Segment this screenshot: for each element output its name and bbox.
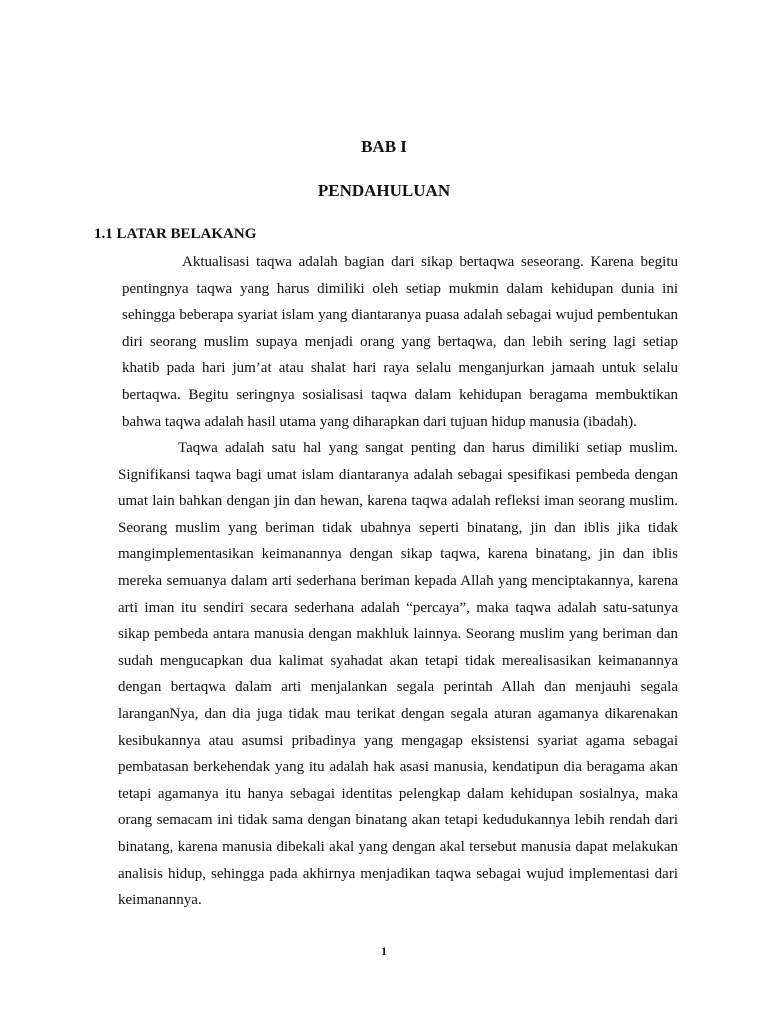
paragraph-1 <box>122 249 678 435</box>
chapter-title: PENDAHULUAN <box>317 181 451 200</box>
paragraph-2 <box>118 435 678 914</box>
section-heading: 1.1 LATAR BELAKANG <box>94 226 257 242</box>
paragraph-1-text: Aktualisasi taqwa adalah bagian dari sikap bertaqwa seseorang. Karena begitu pentingnya taqwa yang harus dimiliki oleh setiap mukmin dalam kehidupan dunia ini sehingga beberapa syariat islam yang diantaranya puasa adalah sebagai wujud pembentukan diri seorang muslim supaya menjadi orang yang bertaqwa, dan lebih sering lagi setiap khatib pada hari jum’at atau shalat hari raya selalu menganjurkan jamaah untuk selalu bertaqwa. Begitu seringnya sosialisasi taqwa dalam kehidupan beragama membuktikan bahwa taqwa adalah hasil utama yang diharapkan dari tujuan hidup manusia (ibadah). <box>122 254 678 430</box>
page-number: 1 <box>381 944 387 958</box>
paragraph-2-text: Taqwa adalah satu hal yang sangat penting dan harus dimiliki setiap muslim. Signifikansi taqwa bagi umat islam diantaranya adalah sebagai spesifikasi pembeda dengan umat lain bahkan dengan jin dan hewan, karena taqwa adalah refleksi iman seorang muslim. Seorang muslim yang beriman tidak ubahnya seperti binatang, jin dan iblis jika tidak mangimplementasikan keimanannya dengan sikap taqwa, karena binatang, jin dan iblis mereka semuanya dalam arti sederhana beriman kepada Allah yang menciptakannya, karena arti iman itu sendiri secara sederhana adalah “percaya”, maka taqwa adalah satu-satunya sikap pembeda antara manusia dengan makhluk lainnya. Seorang muslim yang beriman dan sudah mengucapkan dua kalimat syahadat akan tetapi tidak merealisasikan keimanannya dengan bertaqwa dalam arti menjalankan segala perintah Allah dan menjauhi segala laranganNya, dan dia juga tidak mau terikat dengan segala aturan agamanya dikarenakan kesibukannya atau asumsi pribadinya yang mengagap eksistensi syariat agama sebagai pembatasan berkehendak yang itu adalah hak asasi manusia, kendatipun dia beragama akan tetapi agamanya itu hanya sebagai identitas pelengkap dalam kehidupan sosialnya, maka orang semacam ini tidak sama dengan binatang akan tetapi kedudukannya lebih rendah dari binatang, karena manusia dibekali akal yang dengan akal tersebut manusia dapat melakukan analisis hidup, sehingga pada akhirnya menjadikan taqwa sebagai wujud implementasi dari keimanannya. <box>118 440 678 909</box>
chapter-number: BAB I <box>361 137 407 156</box>
